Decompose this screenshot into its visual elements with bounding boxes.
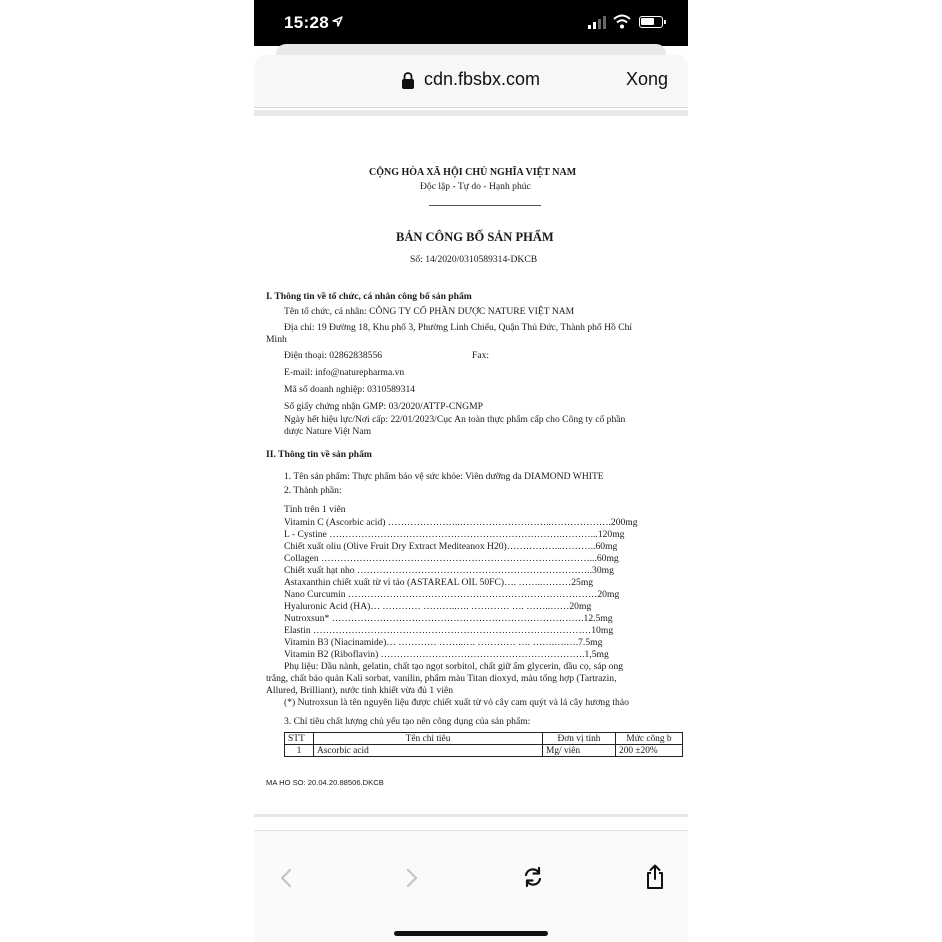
per-unit-label: Tính trên 1 viên <box>284 504 346 515</box>
phone-screen <box>254 0 688 942</box>
reload-icon[interactable] <box>522 866 544 888</box>
share-icon[interactable] <box>644 864 666 890</box>
document-title: BẢN CÔNG BỐ SẢN PHẨM <box>396 230 554 244</box>
browser-toolbar <box>254 830 688 942</box>
excipients-line-3: Allured, Brilliant), nước tinh khiết vừa đủ 1 viên <box>266 685 454 696</box>
product-name: 1. Tên sản phẩm: Thực phẩm bảo vệ sức khỏe: Viên dưỡng da DIAMOND WHITE <box>284 471 604 482</box>
ingredient-row: L - Cystine ……………………………………………………………….………...120mg <box>284 529 625 540</box>
nation-heading: CỘNG HÒA XÃ HỘI CHỦ NGHĨA VIỆT NAM <box>369 167 577 178</box>
section1-heading: I. Thông tin về tổ chức, cá nhân công bố sản phẩm <box>266 291 472 302</box>
url-label[interactable]: cdn.fbsbx.com <box>424 69 541 89</box>
quality-heading: 3. Chỉ tiêu chất lượng chủ yếu tạo nên công dụng của sản phẩm: <box>284 716 531 727</box>
table-row <box>285 745 683 757</box>
expiry-line-2: dược Nature Việt Nam <box>284 426 372 437</box>
address-line-1: Địa chỉ: 19 Đường 18, Khu phố 3, Phường Linh Chiểu, Quận Thủ Đức, Thành phố Hồ Chí <box>284 322 633 333</box>
home-indicator[interactable] <box>394 931 548 936</box>
ingredient-row: Astaxanthin chiết xuất từ vi tảo (ASTAREAL OIL 50FC)…. ……..………25mg <box>284 577 594 588</box>
cellular-signal-icon <box>588 16 606 29</box>
page-bottom-edge <box>254 814 688 817</box>
battery-cap <box>664 20 666 24</box>
gmp-certificate: Số giấy chứng nhận GMP: 03/2020/ATTP-CNGMP <box>284 401 483 412</box>
location-arrow-icon <box>332 16 343 27</box>
org-name: Tên tổ chức, cá nhân: CÔNG TY CỔ PHẦN DƯỢC NATURE VIỆT NAM <box>284 306 575 317</box>
status-time: 15:28 <box>284 13 329 32</box>
table-cell: Mg/ viên <box>543 745 616 757</box>
ingredient-row: Elastin ……………………………………………………………………………10mg <box>284 625 614 636</box>
ingredient-row: Vitamin B2 (Riboflavin) ……………………………………………………….1,5mg <box>284 649 609 660</box>
table-header-cell: Mức công b <box>616 733 683 745</box>
email: E-mail: info@naturepharma.vn <box>284 367 405 378</box>
file-code: MA HO SO: 20.04.20.88506.DKCB <box>266 778 384 787</box>
ingredient-row: Vitamin C (Ascorbic acid) …………………..………………………..……………….200mg <box>284 517 638 528</box>
fax: Fax: <box>472 350 490 361</box>
address-line-2: Minh <box>266 334 287 345</box>
phone: Điện thoại: 02862838556 <box>284 350 383 361</box>
ingredients-label: 2. Thành phần: <box>284 485 342 496</box>
document-page <box>254 108 688 822</box>
table-header-cell: STT <box>285 733 314 745</box>
motto: Độc lập - Tự do - Hạnh phúc <box>420 181 531 192</box>
forward-chevron-icon[interactable] <box>400 867 422 889</box>
lock-icon <box>401 71 415 89</box>
tax-code: Mã số doanh nghiệp: 0310589314 <box>284 384 416 395</box>
table-cell: Ascorbic acid <box>314 745 543 757</box>
table-cell: 1 <box>285 745 314 757</box>
ingredient-row: Chiết xuất hạt nho ………………………………………………………………..30mg <box>284 565 614 576</box>
nutroxsun-note: (*) Nutroxsun là tên nguyên liệu được chiết xuất từ vỏ cây cam quýt và lá cây hương thảo <box>284 697 629 708</box>
section2-heading: II. Thông tin về sản phẩm <box>266 449 372 460</box>
ingredient-row: Vitamin B3 (Niacinamide)… ………… ……..…. ………… …. …….….….7.5mg <box>284 637 603 648</box>
excipients-line-1: Phụ liệu: Dầu nành, gelatin, chất tạo ngọt sorbitol, chất giữ ẩm glycerin, dầu cọ, sáp ong <box>284 661 624 672</box>
ingredient-row: Chiết xuất oliu (Olive Fruit Dry Extract Mediteanox H20)……………...………..60mg <box>284 541 618 552</box>
ingredient-row: Collagen …………………………………………………………………………...60mg <box>284 553 619 564</box>
battery-icon <box>639 16 663 28</box>
done-button[interactable]: Xong <box>626 69 669 89</box>
ingredient-row: Nutroxsun* …………………………………………………………………….12.5mg <box>284 613 613 624</box>
quality-table <box>284 732 683 757</box>
document-number: Số: 14/2020/0310589314-DKCB <box>410 254 538 265</box>
document-viewer[interactable] <box>254 108 688 822</box>
ingredient-row: Hyaluronic Acid (HA)… ………… ………..…. ………… …. ……..……20mg <box>284 601 592 612</box>
table-header-cell: Đơn vị tính <box>543 733 616 745</box>
table-header-row <box>285 733 683 745</box>
status-bar <box>254 0 688 46</box>
browser-nav-bar <box>254 55 688 108</box>
back-chevron-icon[interactable] <box>276 867 298 889</box>
excipients-line-2: trắng, chất bảo quản Kali sorbat, vanilin, phẩm màu Titan dioxyd, màu tổng hợp (Tartrazin, <box>266 673 617 684</box>
table-header-cell: Tên chỉ tiêu <box>314 733 543 745</box>
table-cell: 200 ±20% <box>616 745 683 757</box>
motto-underline <box>429 205 541 206</box>
wifi-icon <box>613 14 631 29</box>
ingredient-row: Nano Curcumin ……………………………………………………………………20mg <box>284 589 620 600</box>
expiry-line-1: Ngày hết hiệu lực/Nơi cấp: 22/01/2023/Cục An toàn thực phẩm cấp cho Công ty cổ phần <box>284 414 626 425</box>
